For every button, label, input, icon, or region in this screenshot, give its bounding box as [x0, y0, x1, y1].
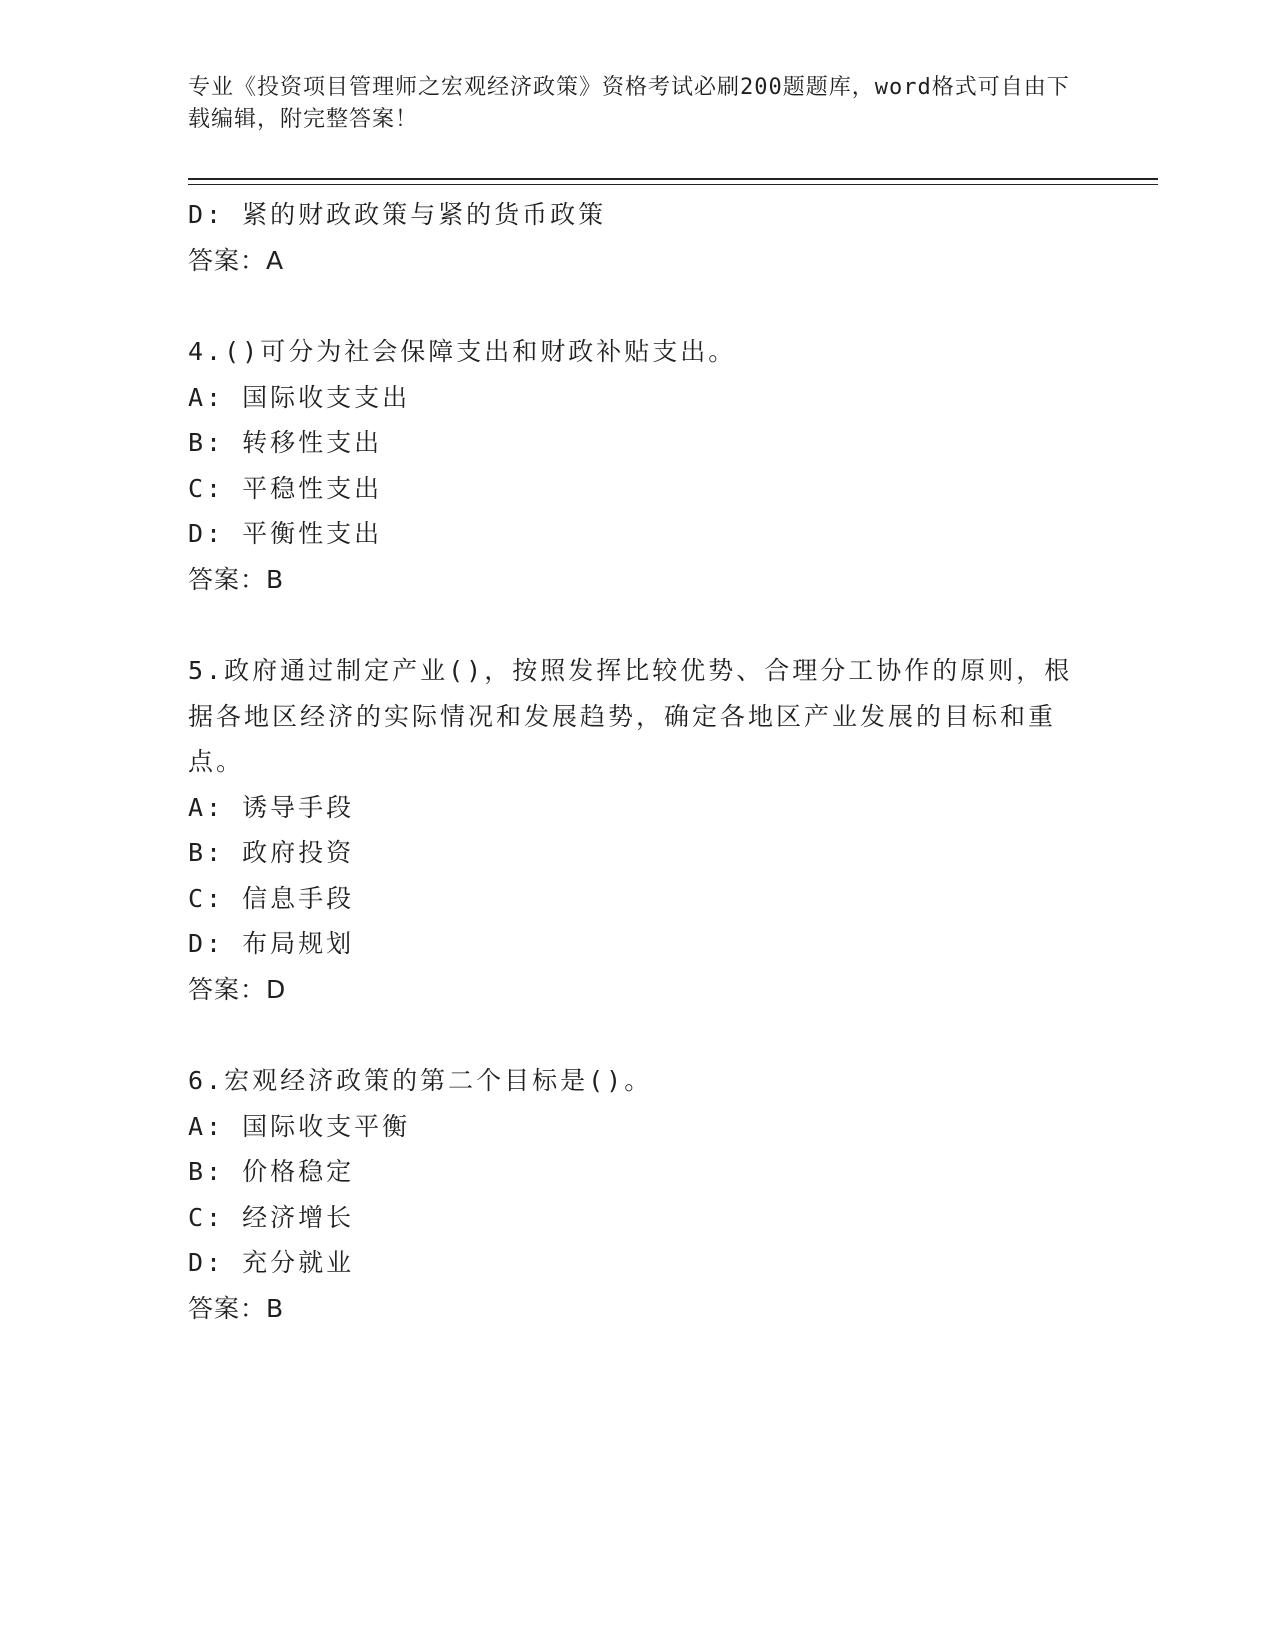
- header-divider-thin: [188, 184, 1158, 185]
- question-4-stem: 4.()可分为社会保障支出和财政补贴支出。: [188, 337, 737, 366]
- question-list: [188, 192, 1088, 1331]
- question-6-option-d: D: 充分就业: [188, 1248, 355, 1277]
- question-3-answer: 答案：A: [188, 245, 285, 275]
- question-5-stem: 5.政府通过制定产业()，按照发挥比较优势、合理分工协作的原则，根据各地区经济的实际情况和发展趋势，确定各地区产业发展的目标和重点。: [188, 656, 1073, 776]
- question-5-option-d: D: 布局规划: [188, 929, 355, 958]
- header-divider-thick: [188, 178, 1158, 180]
- question-6-option-b: B: 价格稳定: [188, 1157, 355, 1186]
- question-6-answer: 答案：B: [188, 1293, 285, 1323]
- question-4-answer: 答案：B: [188, 564, 285, 594]
- question-6: [188, 1058, 1088, 1331]
- question-6-stem: 6.宏观经济政策的第二个目标是()。: [188, 1066, 653, 1095]
- question-5-option-a: A: 诱导手段: [188, 792, 355, 822]
- question-6-option-a: A: 国际收支平衡: [188, 1111, 411, 1141]
- question-3-option-d: D: 紧的财政政策与紧的货币政策: [188, 200, 607, 229]
- question-5: [188, 648, 1088, 1012]
- question-5-answer: 答案：D: [188, 974, 287, 1004]
- question-5-option-c: C: 信息手段: [188, 883, 355, 913]
- question-4-option-b: B: 转移性支出: [188, 428, 383, 457]
- document-header: 专业《投资项目管理师之宏观经济政策》资格考试必刷200题题库，word格式可自由下载编辑，附完整答案！: [188, 75, 1070, 132]
- question-4-option-d: D: 平衡性支出: [188, 519, 383, 548]
- question-4: [188, 329, 1088, 602]
- question-4-option-a: A: 国际收支支出: [188, 382, 411, 412]
- question-6-option-c: C: 经济增长: [188, 1202, 355, 1232]
- question-4-option-c: C: 平稳性支出: [188, 473, 383, 503]
- question-5-option-b: B: 政府投资: [188, 838, 355, 867]
